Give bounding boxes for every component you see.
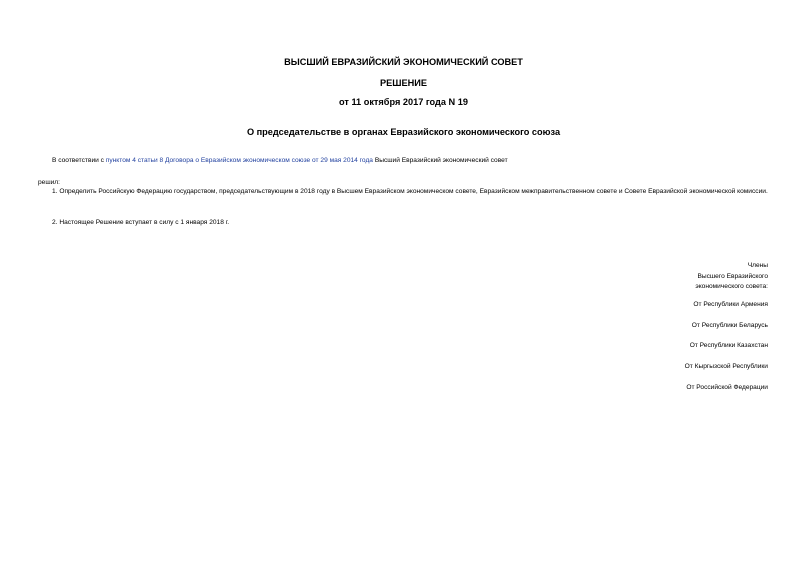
document-title: О председательстве в органах Евразийского экономического союза: [246, 127, 561, 137]
resolved-label: решил:: [38, 179, 60, 186]
issuing-body-heading: ВЫСШИЙ ЕВРАЗИЙСКИЙ ЭКОНОМИЧЕСКИЙ СОВЕТ: [284, 57, 523, 67]
signatories-heading: [695, 261, 768, 293]
signatory-russia: От Российской Федерации: [686, 384, 768, 391]
signatory-kazakhstan: От Республики Казахстан: [689, 342, 768, 349]
signatories-heading-line: экономического совета:: [695, 283, 768, 290]
treaty-reference-link[interactable]: пунктом 4 статьи 8 Договора о Евразийском экономическом союзе от 29 мая 2014 года: [105, 157, 373, 164]
signatory-armenia: От Республики Армения: [693, 301, 768, 308]
signatories-heading-line: Высшего Евразийского: [697, 272, 768, 280]
decision-item-2: 2. Настоящее Решение вступает в силу с 1 января 2018 г.: [52, 219, 230, 226]
decision-item-1: 1. Определить Российскую Федерацию государством, председательствующим в 2018 году в Высшем Евразийском экономическом совете, Евразийском межправительственном совете и Совете Евразийской экономической комиссии.: [52, 188, 768, 195]
document-date-number: от 11 октября 2017 года N 19: [339, 97, 468, 107]
intro-prefix: В соответствии с: [52, 157, 106, 164]
intro-suffix: Высший Евразийский экономический совет: [372, 157, 508, 164]
signatory-belarus: От Республики Беларусь: [691, 322, 768, 329]
document-type-heading: РЕШЕНИЕ: [380, 78, 427, 88]
signatories-heading-line: Члены: [747, 262, 768, 269]
intro-paragraph: [52, 156, 508, 166]
signatory-kyrgyzstan: От Кыргызской Республики: [684, 363, 768, 370]
